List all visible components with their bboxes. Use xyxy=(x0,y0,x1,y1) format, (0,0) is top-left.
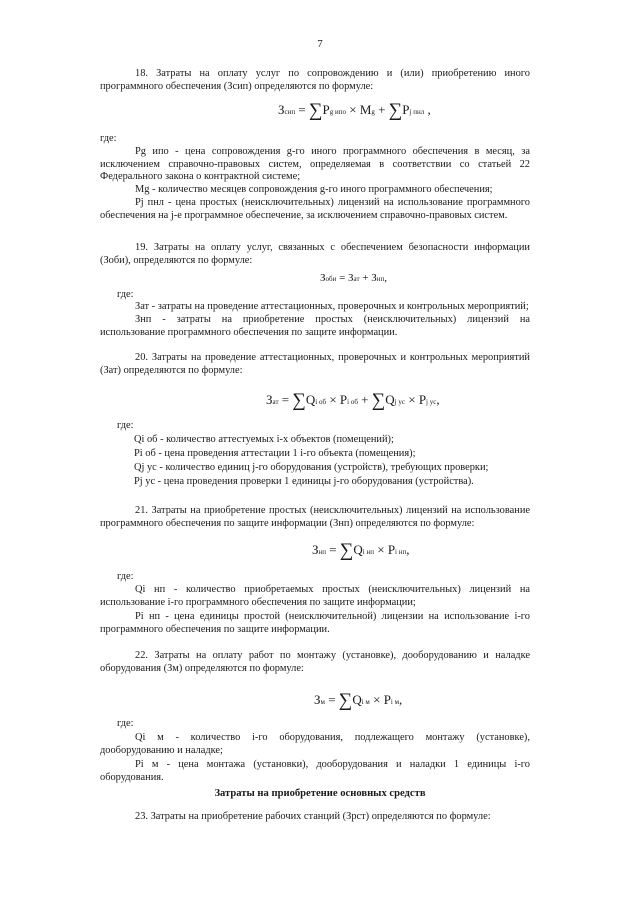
s22-formula: Зм = ∑Qi м × Pi м, xyxy=(314,690,403,711)
where-label: где: xyxy=(117,718,134,729)
definition: Pj пнл - цена простых (неисключительных) лицензий на использование программного обеспечения на j-е программное обеспечение, за исключением справочно-правовых систем. xyxy=(100,197,530,221)
definition: Pj ус - цена проведения проверки 1 единицы j-го оборудования (устройства). xyxy=(134,476,474,487)
where-label: где: xyxy=(117,420,134,431)
definition: Qi нп - количество приобретаемых простых (неисключительных) лицензий на использование i-го программного обеспечения по защите информации; xyxy=(100,584,530,608)
definition: Qi об - количество аттестуемых i-х объектов (помещений); xyxy=(134,434,394,445)
page-number: 7 xyxy=(317,38,323,50)
where-label: где: xyxy=(100,133,117,144)
s18-formula: Зсип = ∑Pg ипо × Mg + ∑Pj пнл , xyxy=(278,100,431,121)
where-label: где: xyxy=(117,289,134,300)
definition: Mg - количество месяцев сопровождения g-го иного программного обеспечения; xyxy=(135,184,493,195)
s19-paragraph: 19. Затраты на оплату услуг, связанных с обеспечением безопасности информации (Зоби), определяются по формуле: xyxy=(100,242,530,266)
s21-paragraph: 21. Затраты на приобретение простых (неисключительных) лицензий на использование программного обеспечения по защите информации (Знп) определяются по формуле: xyxy=(100,505,530,529)
s21-formula: Знп = ∑Qi нп × Pi нп, xyxy=(312,540,410,561)
definition: Pi об - цена проведения аттестации 1 i-го объекта (помещения); xyxy=(134,448,416,459)
definition: Pi нп - цена единицы простой (неисключительной) лицензии на использование i-го программного обеспечения по защите информации. xyxy=(100,611,530,635)
s23-paragraph: 23. Затраты на приобретение рабочих станций (Зрст) определяются по формуле: xyxy=(135,811,491,822)
section-heading: Затраты на приобретение основных средств xyxy=(214,788,426,799)
s18-paragraph: 18. Затраты на оплату услуг по сопровождению и (или) приобретению иного программного обеспечения (Зсип) определяются по формуле: xyxy=(100,68,530,92)
s20-formula: Зат = ∑Qi об × Pi об + ∑Qj ус × Pj ус, xyxy=(266,390,440,411)
definition: Зат - затраты на проведение аттестационных, проверочных и контрольных мероприятий; xyxy=(135,301,529,312)
s19-formula: Зоби = Зат + Знп, xyxy=(320,272,388,284)
s20-paragraph: 20. Затраты на проведение аттестационных, проверочных и контрольных мероприятий (Зат) определяются по формуле: xyxy=(100,352,530,376)
definition: Pg ипо - цена сопровождения g-го иного программного обеспечения в месяц, за исключением справочно-правовых систем, определяемая в соответствии со статьей 22 Федерального закона о контрактной системе; xyxy=(100,146,530,183)
definition: Знп - затраты на приобретение простых (неисключительных) лицензий на использование программного обеспечения по защите информации. xyxy=(100,314,530,338)
s22-paragraph: 22. Затраты на оплату работ по монтажу (установке), дооборудованию и наладке оборудования (Зм) определяются по формуле: xyxy=(100,650,530,674)
definition: Qi м - количество i-го оборудования, подлежащего монтажу (установке), дооборудованию и наладке; xyxy=(100,732,530,756)
definition: Pi м - цена монтажа (установки), дооборудования и наладки 1 единицы i-го оборудования. xyxy=(100,759,530,783)
definition: Qj ус - количество единиц j-го оборудования (устройств), требующих проверки; xyxy=(134,462,489,473)
where-label: где: xyxy=(117,571,134,582)
